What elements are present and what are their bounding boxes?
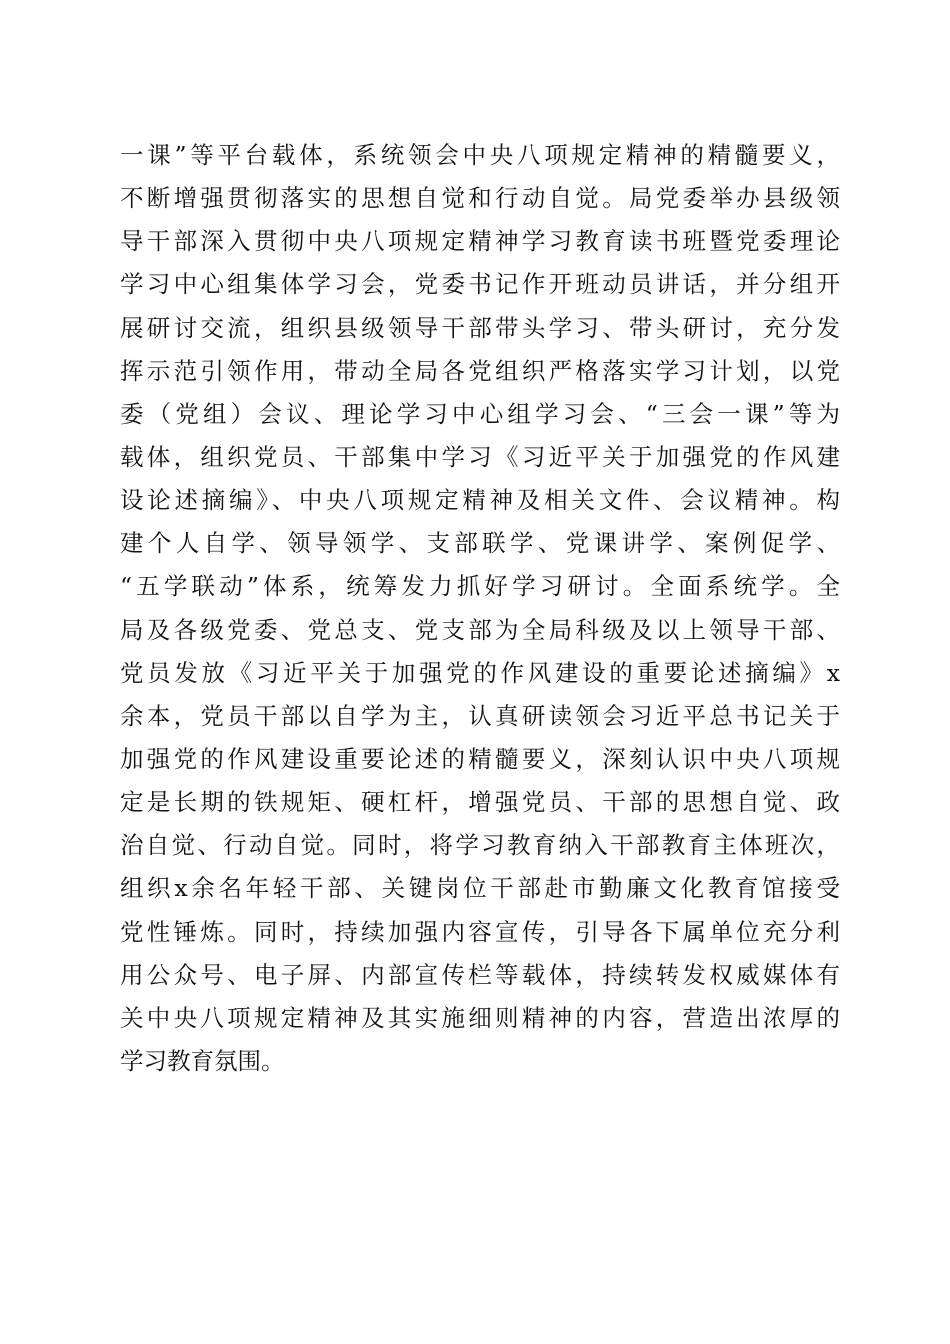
paragraph-line: 学习中心组集体学习会，党委书记作开班动员讲话，并分组开 (120, 270, 840, 299)
paragraph-line: 定是长期的铁规矩、硬杠杆，增强党员、干部的思想自觉、政 (120, 788, 840, 817)
body-paragraph (120, 134, 840, 1083)
paragraph-line: 局及各级党委、党总支、党支部为全局科级及以上领导干部、 (120, 615, 840, 644)
paragraph-line: 党性锤炼。同时，持续加强内容宣传，引导各下属单位充分利 (120, 917, 840, 946)
paragraph-line: 加强党的作风建设重要论述的精髓要义，深刻认识中央八项规 (120, 744, 840, 773)
paragraph-line: 委（党组）会议、理论学习中心组学习会、“三会一课”等为 (120, 399, 840, 428)
paragraph-line: “五学联动”体系，统筹发力抓好学习研讨。全面系统学。全 (120, 572, 840, 601)
paragraph-line: 导干部深入贯彻中央八项规定精神学习教育读书班暨党委理论 (120, 227, 840, 256)
paragraph-line: 设论述摘编》、中央八项规定精神及相关文件、会议精神。构 (120, 486, 840, 515)
paragraph-line: 组织x余名年轻干部、关键岗位干部赴市勤廉文化教育馆接受 (120, 874, 840, 903)
paragraph-line: 党员发放《习近平关于加强党的作风建设的重要论述摘编》x (120, 658, 840, 687)
paragraph-line: 建个人自学、领导领学、支部联学、党课讲学、案例促学、 (120, 529, 840, 558)
paragraph-line: 用公众号、电子屏、内部宣传栏等载体，持续转发权威媒体有 (120, 960, 840, 989)
paragraph-line: 挥示范引领作用，带动全局各党组织严格落实学习计划，以党 (120, 356, 840, 385)
paragraph-line: 载体，组织党员、干部集中学习《习近平关于加强党的作风建 (120, 442, 840, 471)
paragraph-line: 不断增强贯彻落实的思想自觉和行动自觉。局党委举办县级领 (120, 184, 840, 213)
paragraph-line: 余本，党员干部以自学为主，认真研读领会习近平总书记关于 (120, 701, 840, 730)
paragraph-line: 一课”等平台载体，系统领会中央八项规定精神的精髓要义， (120, 141, 840, 169)
paragraph-line: 关中央八项规定精神及其实施细则精神的内容，营造出浓厚的 (120, 1003, 840, 1032)
paragraph-line: 展研讨交流，组织县级领导干部带头学习、带头研讨，充分发 (120, 313, 840, 342)
paragraph-line-last: 学习教育氛围。 (120, 1046, 285, 1075)
paragraph-line: 治自觉、行动自觉。同时，将学习教育纳入干部教育主体班次， (120, 831, 840, 860)
